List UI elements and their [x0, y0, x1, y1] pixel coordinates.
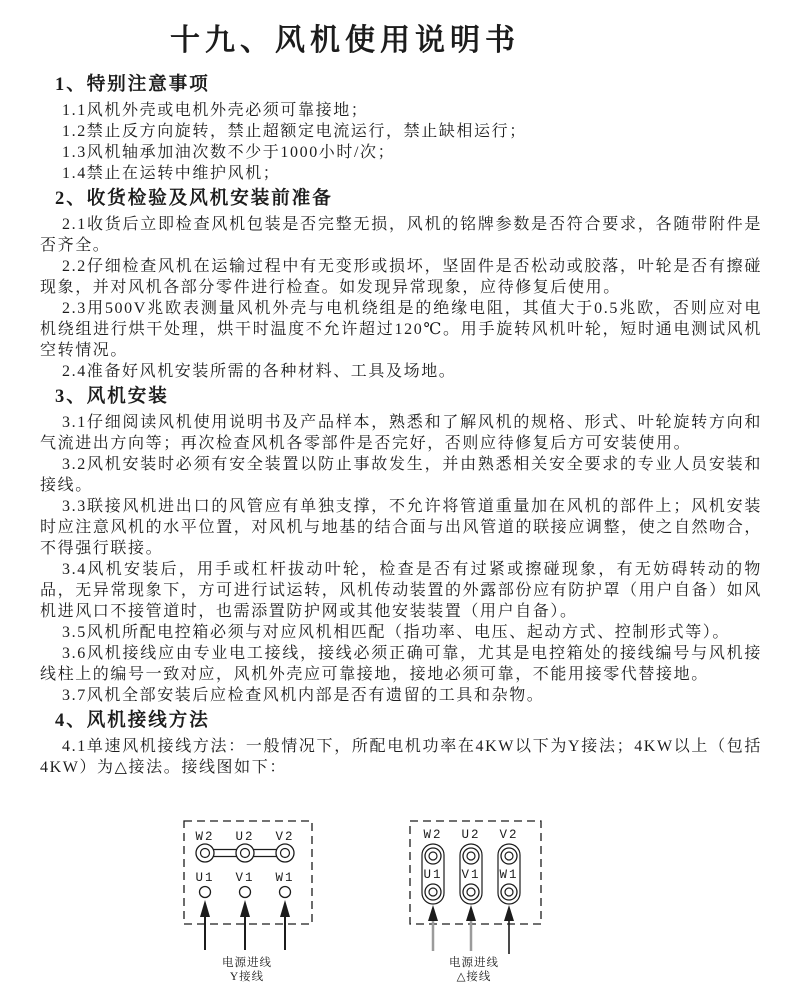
- para-2-1: 2.1收货后立即检查风机包装是否完整无损，风机的铭牌参数是否符合要求，各随带附件是否齐全。: [40, 216, 762, 254]
- diagram-caption: Y接线: [229, 971, 265, 983]
- section-2-heading: 2、收货检验及风机安装前准备: [55, 189, 333, 209]
- para-3-2: 3.2风机安装时必须有安全装置以防止事故发生，并由熟悉相关安全要求的专业人员安装和接线。: [40, 456, 762, 494]
- para-1-1: 1.1风机外壳或电机外壳必须可靠接地；: [62, 102, 369, 119]
- up-arrow: [504, 905, 514, 954]
- page-title: 十九、风机使用说明书: [170, 24, 520, 57]
- para-3-6: 3.6风机接线应由专业电工接线，接线必须正确可靠，尤其是电控箱处的接线编号与风机接线柱上的编号一致对应，风机外壳应可靠接地，接地必须可靠，不能用接零代替接地。: [40, 645, 762, 683]
- terminal-stud: [240, 887, 251, 898]
- terminal-label: U1: [195, 871, 215, 885]
- para-2-2: 2.2仔细检查风机在运输过程中有无变形或损坏，坚固件是否松动或胶落，叶轮是否有擦碰现象，并对风机各部分零件进行检查。如发现异常现象，应待修复后使用。: [40, 258, 762, 296]
- up-arrow: [200, 900, 210, 950]
- para-3-5: 3.5风机所配电控箱必须与对应风机相匹配（指功率、电压、起动方式、控制形式等）。: [62, 624, 731, 641]
- y-connection-diagram: [183, 818, 318, 998]
- section-4-heading: 4、风机接线方法: [55, 711, 210, 731]
- section-2: [40, 188, 762, 382]
- terminal-label: W2: [423, 828, 443, 842]
- terminal-label: V1: [461, 868, 481, 882]
- up-arrow: [428, 905, 438, 951]
- terminal-label: U2: [461, 828, 481, 842]
- para-1-4: 1.4禁止在运转中维护风机；: [62, 165, 281, 182]
- terminal-label: W1: [275, 871, 295, 885]
- para-3-7: 3.7风机全部安装后应检查风机内部是否有遗留的工具和杂物。: [62, 687, 545, 704]
- para-3-4: 3.4风机安装后，用手或杠杆拔动叶轮，检查是否有过紧或擦碰现象，有无妨碍转动的物品，无异常现象下，方可进行试运转，风机传动装置的外露部份应有防护罩（用户自备）如风机进风口不接管道时，也需添置防护网或其他安装装置（用户自备）。: [40, 561, 762, 620]
- terminal-stud: [200, 887, 211, 898]
- terminal-stud: [280, 887, 291, 898]
- diagram-caption: 电源进线: [449, 957, 499, 969]
- para-3-1: 3.1仔细阅读风机使用说明书及产品样本，熟悉和了解风机的规格、形式、叶轮旋转方向和气流进出方向等；再次检查风机各零部件是否完好，否则应待修复后方可安装使用。: [40, 414, 762, 452]
- para-1-3: 1.3风机轴承加油次数不少于1000小时/次；: [62, 144, 396, 161]
- terminal-stud: [196, 844, 214, 862]
- para-3-3: 3.3联接风机进出口的风管应有单独支撑，不允许将管道重量加在风机的部件上；风机安装时应注意风机的水平位置，对风机与地基的结合面与出风管道的联接应调整，使之自然吻合，不得强行联接。: [40, 498, 762, 557]
- section-3: [40, 386, 762, 706]
- up-arrow: [240, 900, 250, 950]
- terminal-label: W1: [499, 868, 519, 882]
- terminal-label: U1: [423, 868, 443, 882]
- section-4: [40, 710, 762, 778]
- section-1: [40, 74, 762, 184]
- terminal-label: V2: [275, 830, 295, 844]
- diagram-caption: △接线: [456, 971, 492, 983]
- section-3-heading: 3、风机安装: [55, 387, 169, 407]
- para-2-4: 2.4准备好风机安装所需的各种材料、工具及场地。: [62, 363, 457, 380]
- delta-connection-diagram: [409, 818, 545, 998]
- wiring-diagrams: [0, 818, 800, 1000]
- para-2-3: 2.3用500V兆欧表测量风机外壳与电机绕组是的绝缘电阻，其值大于0.5兆欧，否则应对电机绕组进行烘干处理，烘干时温度不允许超过120℃。用手旋转风机叶轮，短时通电测试风机空转情况。: [40, 300, 762, 359]
- section-1-heading: 1、特别注意事项: [55, 75, 210, 95]
- terminal-label: V1: [235, 871, 255, 885]
- up-arrow: [280, 900, 290, 950]
- terminal-label: V2: [499, 828, 519, 842]
- para-1-2: 1.2禁止反方向旋转，禁止超额定电流运行，禁止缺相运行；: [62, 123, 527, 140]
- up-arrow: [466, 905, 476, 951]
- diagram-caption: 电源进线: [222, 957, 272, 969]
- terminal-label: W2: [195, 830, 215, 844]
- terminal-label: U2: [235, 830, 255, 844]
- terminal-stud: [276, 844, 294, 862]
- para-4-1: 4.1单速风机接线方法：一般情况下，所配电机功率在4KW以下为Y接法；4KW以上（包括4KW）为△接法。接线图如下：: [40, 738, 762, 776]
- terminal-stud: [236, 844, 254, 862]
